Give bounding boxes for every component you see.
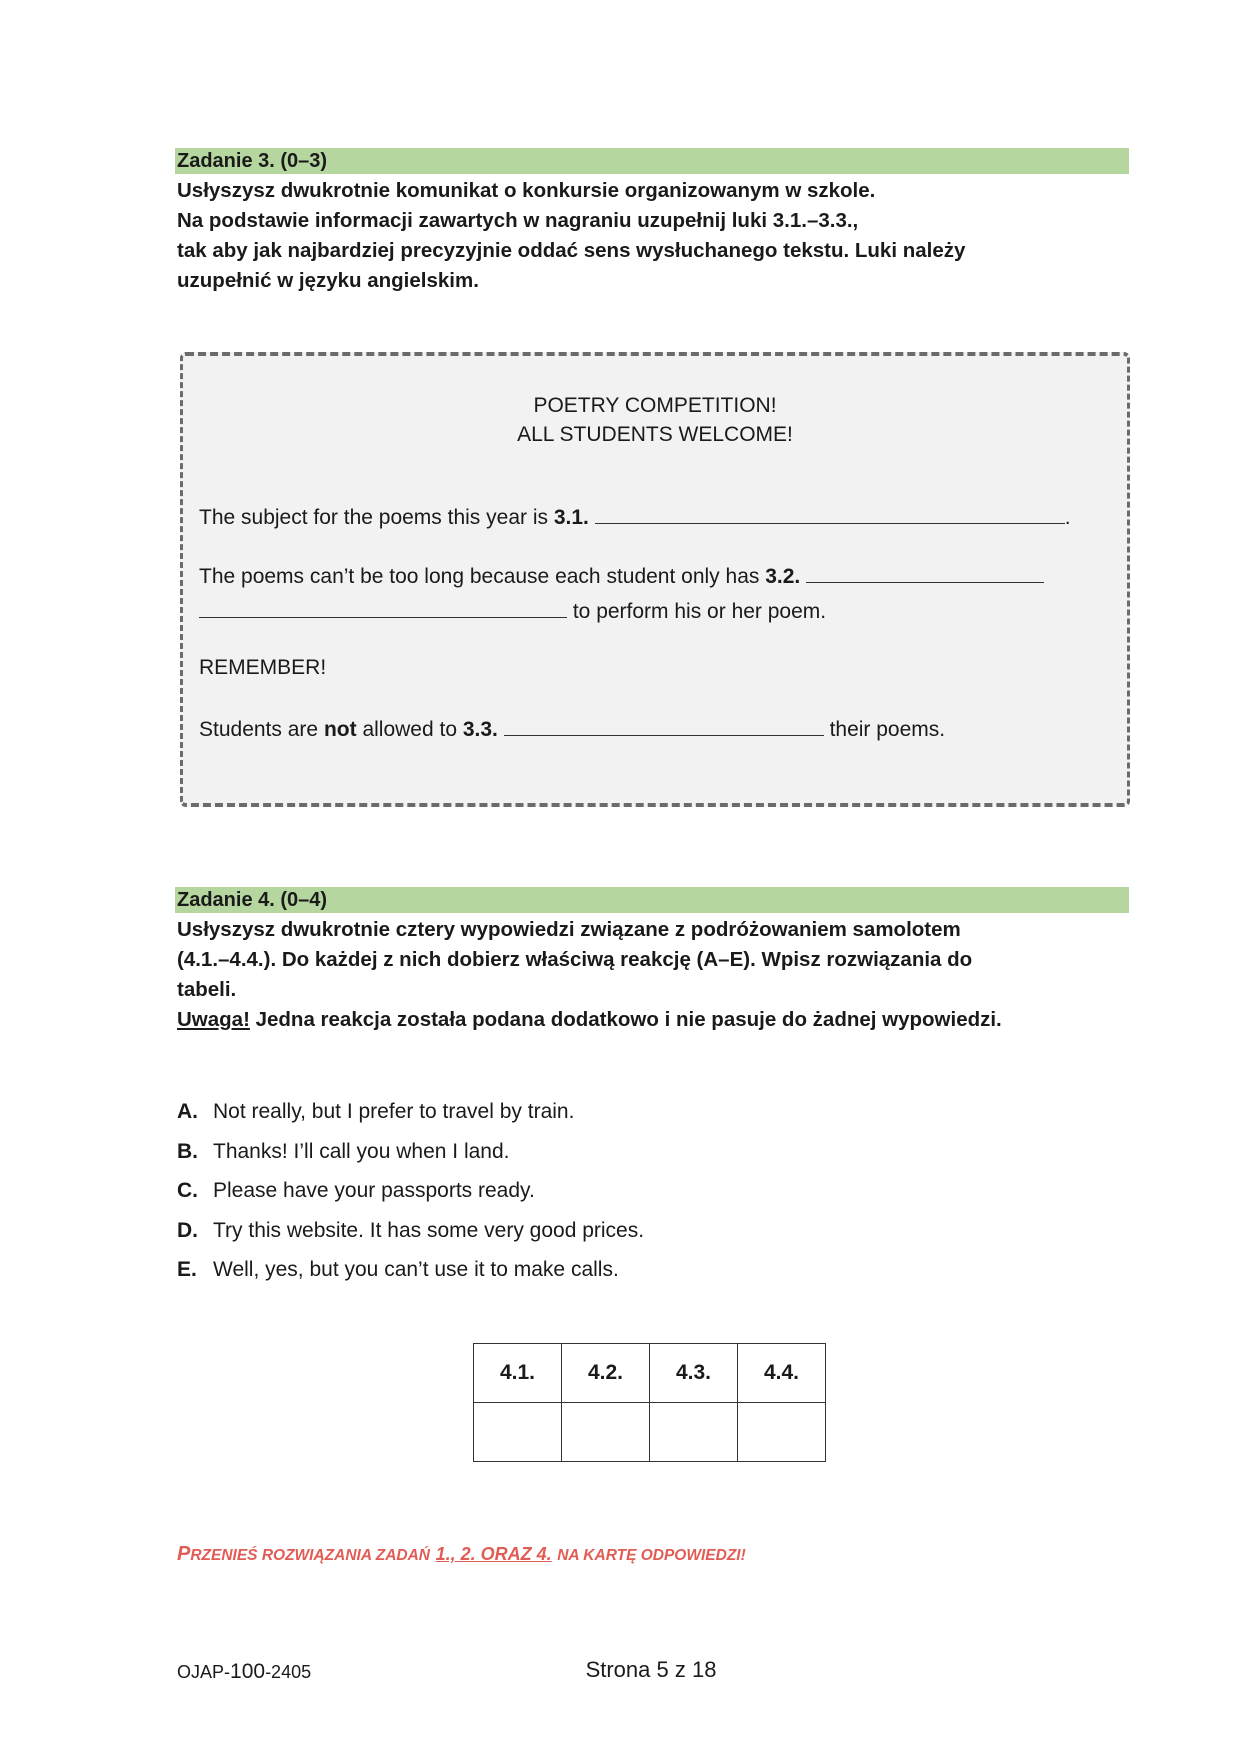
gap-text: to perform his or her poem. xyxy=(572,600,827,623)
option-letter: B. xyxy=(177,1139,198,1163)
task4-instruction-line: (4.1.–4.4.). Do każdej z nich dobierz właściwą reakcję (A–E). Wpisz rozwiązania do xyxy=(177,948,973,971)
note-text: Jedna reakcja została podana dodatkowo i nie pasuje do żadnej wypowiedzi. xyxy=(255,1008,1002,1031)
gap-text: The poems can’t be too long because each student only has xyxy=(199,565,760,588)
task3-instruction-line: uzupełnić w języku angielskim. xyxy=(177,269,479,292)
task3-instruction-line: Usłyszysz dwukrotnie komunikat o konkursie organizowanym w szkole. xyxy=(177,179,876,202)
transfer-instruction xyxy=(177,1543,746,1566)
option-letter: D. xyxy=(177,1218,198,1242)
transfer-text-end: NA KARTĘ ODPOWIEDZI! xyxy=(557,1547,746,1564)
option-d xyxy=(177,1211,644,1251)
transfer-text: RZENIEŚ ROZWIĄZANIA ZADAŃ xyxy=(190,1547,431,1564)
answer-blank-3-3[interactable] xyxy=(504,713,824,736)
poetry-poster xyxy=(180,352,1130,807)
exam-code-a: OJAP- xyxy=(177,1662,231,1682)
note-label: Uwaga! xyxy=(177,1008,250,1031)
task3-instruction-line: Na podstawie informacji zawartych w nagraniu uzupełnij luki 3.1.–3.3., xyxy=(177,209,859,232)
answer-table-header: 4.1. xyxy=(474,1344,562,1403)
task3-header: Zadanie 3. (0–3) xyxy=(175,148,1129,174)
answer-blank-3-1[interactable] xyxy=(595,501,1065,524)
poster-title-line2: ALL STUDENTS WELCOME! xyxy=(517,423,793,446)
gap-line-3-1 xyxy=(199,501,1071,533)
task4-instructions xyxy=(177,915,1127,1035)
option-e xyxy=(177,1250,644,1290)
task3-instruction-line: tak aby jak najbardziej precyzyjnie oddać sens wysłuchanego tekstu. Luki należy xyxy=(177,239,966,262)
answer-table-header: 4.4. xyxy=(738,1344,826,1403)
answer-cell-4-2[interactable] xyxy=(562,1403,650,1462)
option-a xyxy=(177,1092,644,1132)
transfer-cap: P xyxy=(177,1543,191,1565)
task4-instruction-line: Usłyszysz dwukrotnie cztery wypowiedzi związane z podróżowaniem samolotem xyxy=(177,918,961,941)
option-b xyxy=(177,1132,644,1172)
option-text: Well, yes, but you can’t use it to make calls. xyxy=(213,1258,619,1281)
option-text: Thanks! I’ll call you when I land. xyxy=(213,1139,510,1163)
gap-number: 3.3. xyxy=(462,718,498,741)
answer-cell-4-4[interactable] xyxy=(738,1403,826,1462)
option-text: Please have your passports ready. xyxy=(213,1179,535,1202)
gap-number: 3.1. xyxy=(553,506,589,529)
answer-table xyxy=(473,1343,826,1462)
option-text: Try this website. It has some very good prices. xyxy=(213,1218,645,1242)
answer-table-header-row xyxy=(474,1344,826,1403)
task3-instructions xyxy=(177,176,1127,296)
task4-note xyxy=(177,1005,1127,1035)
option-letter: E. xyxy=(177,1258,197,1281)
option-text: Not really, but I prefer to travel by train. xyxy=(213,1100,575,1123)
gap-text: Students are xyxy=(199,718,319,741)
transfer-task-numbers: 1., 2. ORAZ 4. xyxy=(435,1544,552,1564)
answer-table-input-row xyxy=(474,1403,826,1462)
gap-text: allowed to xyxy=(362,718,457,741)
response-options xyxy=(177,1092,644,1290)
option-letter: A. xyxy=(177,1100,198,1123)
exam-code-c: -2405 xyxy=(265,1662,312,1682)
answer-cell-4-3[interactable] xyxy=(650,1403,738,1462)
poster-title-line1: POETRY COMPETITION! xyxy=(533,394,777,417)
gap-emphasis: not xyxy=(323,718,357,741)
option-letter: C. xyxy=(177,1179,198,1202)
task4-instruction-line: tabeli. xyxy=(177,978,237,1001)
gap-text: their poems. xyxy=(829,718,946,741)
gap-line-3-2 xyxy=(199,560,1044,592)
gap-line-3-3 xyxy=(199,713,945,745)
option-c xyxy=(177,1171,644,1211)
answer-blank-3-2-continued[interactable] xyxy=(199,595,567,618)
gap-end: . xyxy=(1064,506,1071,529)
poster-remember: REMEMBER! xyxy=(199,656,327,679)
answer-table-header: 4.2. xyxy=(562,1344,650,1403)
gap-line-3-2-continued xyxy=(199,595,826,627)
gap-text: The subject for the poems this year is xyxy=(199,506,548,529)
task4-header: Zadanie 4. (0–4) xyxy=(175,887,1129,913)
exam-code-b: 100 xyxy=(230,1660,266,1683)
answer-blank-3-2[interactable] xyxy=(806,560,1044,583)
page-number: Strona 5 z 18 xyxy=(585,1657,717,1682)
answer-cell-4-1[interactable] xyxy=(474,1403,562,1462)
gap-number: 3.2. xyxy=(765,565,801,588)
answer-table-header: 4.3. xyxy=(650,1344,738,1403)
